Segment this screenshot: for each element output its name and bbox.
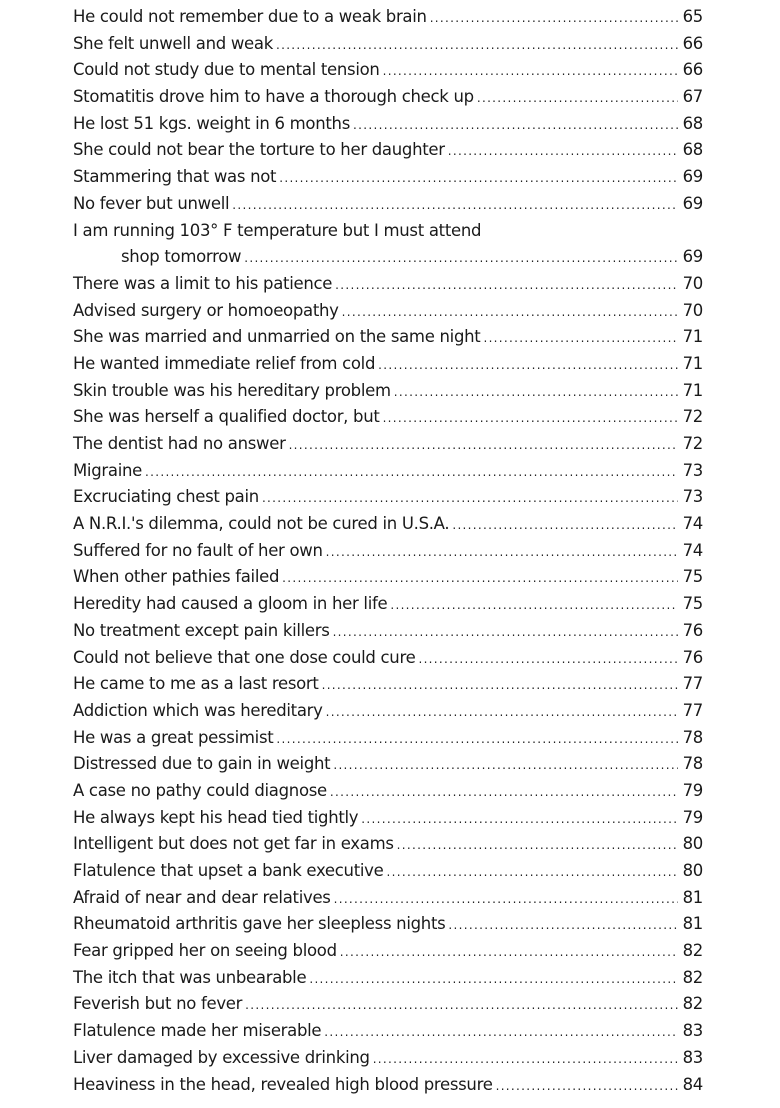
dot-leader: [262, 491, 678, 505]
toc-entry-title: Stammering that was not: [73, 167, 277, 187]
toc-entry-page: 75: [682, 567, 703, 587]
toc-entry-title: Suffered for no fault of her own: [73, 540, 323, 560]
dot-leader: [245, 998, 678, 1012]
dot-leader: [496, 1079, 678, 1093]
toc-entry-title: Could not study due to mental tension: [73, 60, 380, 80]
dot-leader: [232, 198, 678, 212]
toc-entry: [73, 301, 703, 328]
toc-entry: [73, 221, 703, 248]
toc-entry-title: She was married and unmarried on the same night: [73, 327, 481, 347]
dot-leader: [477, 91, 678, 105]
toc-entry-title: She could not bear the torture to her daughter: [73, 140, 445, 160]
toc-entry-title: He always kept his head tied tightly: [73, 807, 359, 827]
toc-entry-title: Excruciating chest pain: [73, 487, 259, 507]
toc-entry: [73, 674, 703, 701]
toc-entry-page: 73: [682, 487, 703, 507]
toc-entry-title: Addiction which was hereditary: [73, 700, 323, 720]
dot-leader: [324, 1025, 678, 1039]
toc-entry-page: 81: [682, 887, 703, 907]
toc-entry-title: He lost 51 kgs. weight in 6 months: [73, 113, 351, 133]
toc-entry-page: 72: [682, 434, 703, 453]
toc-entry: [73, 87, 703, 114]
dot-leader: [342, 305, 678, 319]
toc-entry-page: 83: [682, 1021, 703, 1041]
dot-leader: [452, 518, 678, 532]
table-of-contents: [73, 7, 703, 1101]
toc-entry-page: 71: [682, 353, 703, 373]
toc-entry-page: 70: [682, 273, 703, 293]
toc-entry: [73, 834, 703, 861]
toc-entry-title: Flatulence made her miserable: [73, 1021, 322, 1041]
toc-entry: [73, 194, 703, 221]
toc-entry: [73, 140, 703, 167]
toc-entry-title: Skin trouble was his hereditary problem: [73, 380, 391, 400]
toc-entry: [73, 648, 703, 675]
toc-entry: [73, 34, 703, 61]
toc-entry-page: 82: [682, 941, 703, 961]
toc-entry-page: 81: [682, 914, 703, 934]
toc-entry-title: Could not believe that one dose could cure: [73, 647, 416, 667]
toc-entry-title: Distressed due to gain in weight: [73, 754, 331, 774]
toc-entry-title: Migraine: [73, 460, 142, 480]
dot-leader: [361, 812, 678, 826]
toc-entry: [73, 60, 703, 87]
toc-entry-page: 76: [682, 647, 703, 667]
toc-entry-page: 69: [682, 167, 703, 187]
toc-entry-page: 84: [682, 1074, 703, 1094]
toc-entry-title: Intelligent but does not get far in exams: [73, 834, 394, 854]
toc-entry-page: 66: [682, 60, 703, 80]
toc-entry-page: 70: [682, 300, 703, 320]
toc-entry-page: 82: [682, 994, 703, 1014]
toc-entry: [73, 728, 703, 755]
toc-entry: [73, 567, 703, 594]
toc-entry-title: He could not remember due to a weak brain: [73, 7, 427, 26]
toc-entry-title: No fever but unwell: [73, 193, 230, 213]
dot-leader: [326, 545, 678, 559]
dot-leader: [394, 385, 678, 399]
toc-entry-title-continuation: shop tomorrow: [121, 247, 242, 267]
toc-entry-page: 78: [682, 754, 703, 774]
toc-entry: [73, 461, 703, 488]
toc-entry: [73, 114, 703, 141]
toc-entry-title: Fear gripped her on seeing blood: [73, 941, 337, 961]
dot-leader: [378, 358, 678, 372]
dot-leader: [334, 892, 678, 906]
toc-entry: [73, 381, 703, 408]
toc-entry-page: 74: [682, 540, 703, 560]
dot-leader: [353, 118, 678, 132]
toc-entry: [73, 621, 703, 648]
dot-leader: [282, 571, 678, 585]
toc-entry: [73, 888, 703, 915]
dot-leader: [289, 438, 678, 452]
toc-entry: [73, 941, 703, 968]
toc-entry-title: When other pathies failed: [73, 567, 280, 587]
dot-leader: [244, 251, 678, 265]
toc-entry: [73, 914, 703, 941]
dot-leader: [390, 598, 678, 612]
dot-leader: [483, 331, 678, 345]
toc-entry-title: He wanted immediate relief from cold: [73, 353, 376, 373]
dot-leader: [326, 705, 678, 719]
toc-entry-page: 83: [682, 1047, 703, 1067]
toc-entry-page: 69: [682, 193, 703, 213]
toc-entry-title: A N.R.I.'s dilemma, could not be cured in U.S.A.: [73, 514, 450, 534]
toc-entry: [73, 514, 703, 541]
toc-entry-title: The dentist had no answer: [73, 434, 286, 453]
dot-leader: [430, 11, 678, 25]
toc-entry-page: 72: [682, 407, 703, 427]
toc-entry-page: 68: [682, 140, 703, 160]
toc-entry: [73, 541, 703, 568]
toc-entry-page: 79: [682, 807, 703, 827]
toc-entry-page: 67: [682, 87, 703, 107]
dot-leader: [397, 838, 678, 852]
toc-entry-page: 77: [682, 674, 703, 694]
toc-entry-title: Rheumatoid arthritis gave her sleepless nights: [73, 914, 446, 934]
toc-entry-page: 66: [682, 33, 703, 53]
dot-leader: [279, 171, 678, 185]
toc-entry-page: 69: [682, 247, 703, 267]
toc-entry-page: 77: [682, 700, 703, 720]
toc-entry-title: There was a limit to his patience: [73, 273, 333, 293]
dot-leader: [373, 1052, 678, 1066]
dot-leader: [333, 625, 678, 639]
dot-leader: [322, 678, 678, 692]
dot-leader: [383, 64, 678, 78]
toc-entry-title: Heredity had caused a gloom in her life: [73, 594, 388, 614]
dot-leader: [383, 411, 678, 425]
dot-leader: [309, 972, 678, 986]
toc-entry-page: 68: [682, 113, 703, 133]
toc-entry-title: She felt unwell and weak: [73, 33, 273, 53]
toc-entry-title: Feverish but no fever: [73, 994, 243, 1014]
toc-entry-title: No treatment except pain killers: [73, 620, 330, 640]
toc-entry: [73, 354, 703, 381]
toc-entry-title: She was herself a qualified doctor, but: [73, 407, 380, 427]
toc-entry: [73, 327, 703, 354]
toc-entry: [73, 781, 703, 808]
toc-entry-title: Stomatitis drove him to have a thorough check up: [73, 87, 474, 107]
toc-entry: [73, 968, 703, 995]
dot-leader: [145, 465, 678, 479]
toc-entry-page: 71: [682, 327, 703, 347]
toc-entry: [73, 407, 703, 434]
toc-entry: [73, 594, 703, 621]
dot-leader: [335, 278, 678, 292]
toc-entry: [73, 861, 703, 888]
toc-entry: [73, 274, 703, 301]
toc-entry: [73, 1075, 703, 1102]
dot-leader: [276, 732, 678, 746]
dot-leader: [330, 785, 678, 799]
toc-entry-title: He came to me as a last resort: [73, 674, 319, 694]
toc-entry-title: The itch that was unbearable: [73, 967, 307, 987]
toc-entry-title: Heaviness in the head, revealed high blood pressure: [73, 1074, 493, 1094]
toc-entry-title: Flatulence that upset a bank executive: [73, 861, 384, 880]
dot-leader: [276, 38, 678, 52]
dot-leader: [448, 144, 678, 158]
toc-entry-title: Afraid of near and dear relatives: [73, 887, 331, 907]
toc-entry-page: 74: [682, 514, 703, 534]
toc-entry-title: Liver damaged by excessive drinking: [73, 1047, 370, 1067]
dot-leader: [448, 918, 678, 932]
toc-entry: [73, 434, 703, 461]
toc-entry-title: A case no pathy could diagnose: [73, 780, 327, 800]
toc-entry-title: He was a great pessimist: [73, 727, 274, 747]
toc-entry: [73, 701, 703, 728]
toc-entry: [73, 167, 703, 194]
toc-entry: [73, 487, 703, 514]
toc-entry-page: 82: [682, 967, 703, 987]
dot-leader: [333, 758, 678, 772]
dot-leader: [340, 945, 678, 959]
toc-entry-page: 79: [682, 780, 703, 800]
toc-entry-page: 76: [682, 620, 703, 640]
toc-entry-page: 73: [682, 460, 703, 480]
toc-entry: [73, 7, 703, 34]
toc-entry-continuation: [73, 247, 703, 274]
toc-entry-page: 80: [682, 834, 703, 854]
toc-entry-page: 78: [682, 727, 703, 747]
toc-entry: [73, 1048, 703, 1075]
toc-entry-title: Advised surgery or homoeopathy: [73, 300, 339, 320]
toc-entry-page: 75: [682, 594, 703, 614]
toc-entry: [73, 1021, 703, 1048]
toc-entry: [73, 808, 703, 835]
toc-entry-page: 80: [682, 861, 703, 880]
toc-entry-title: I am running 103° F temperature but I must attend: [73, 220, 482, 240]
dot-leader: [418, 652, 678, 666]
toc-entry: [73, 994, 703, 1021]
toc-entry-page: 71: [682, 380, 703, 400]
dot-leader: [387, 865, 679, 879]
toc-entry-page: 65: [682, 7, 703, 26]
toc-entry: [73, 754, 703, 781]
